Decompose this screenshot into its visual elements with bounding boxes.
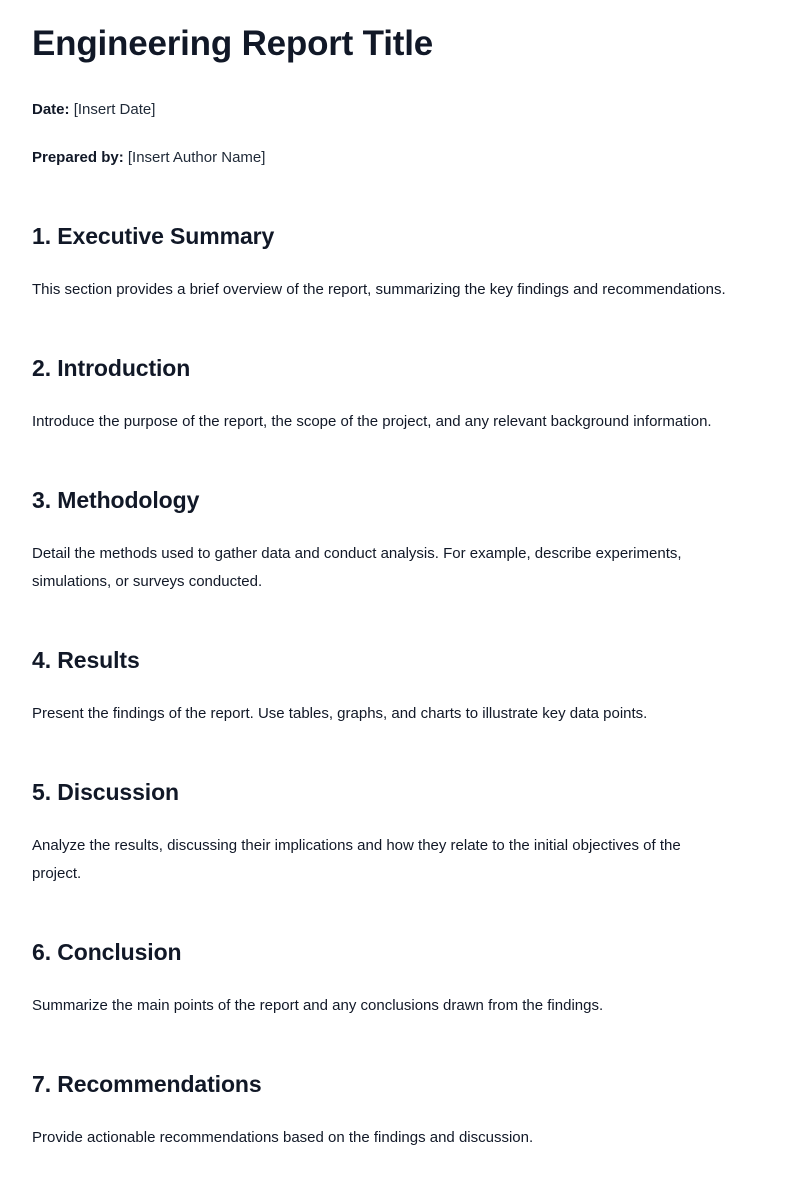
date-value: [Insert Date] bbox=[73, 101, 156, 118]
section-heading-results: 4. Results bbox=[32, 647, 140, 673]
section-body-introduction: Introduce the purpose of the report, the scope of the project, and any relevant background information. bbox=[32, 413, 712, 430]
section-heading-conclusion: 6. Conclusion bbox=[32, 939, 182, 965]
section-heading-recommendations: 7. Recommendations bbox=[32, 1071, 262, 1097]
prepared-by-value: [Insert Author Name] bbox=[127, 149, 266, 166]
section-body-methodology: Detail the methods used to gather data and conduct analysis. For example, describe experiments, simulations, or surveys conducted. bbox=[32, 545, 682, 590]
section-body-discussion: Analyze the results, discussing their implications and how they relate to the initial objectives of the project. bbox=[32, 837, 681, 882]
section-heading-executive-summary: 1. Executive Summary bbox=[32, 223, 275, 249]
page-title: Engineering Report Title bbox=[32, 24, 433, 63]
section-body-results: Present the findings of the report. Use tables, graphs, and charts to illustrate key data points. bbox=[32, 705, 648, 722]
section-heading-discussion: 5. Discussion bbox=[32, 779, 179, 805]
section-heading-methodology: 3. Methodology bbox=[32, 487, 200, 513]
date-label: Date: bbox=[32, 101, 70, 118]
date-line bbox=[32, 99, 155, 121]
prepared-by-label: Prepared by: bbox=[32, 149, 124, 166]
section-body-recommendations: Provide actionable recommendations based on the findings and discussion. bbox=[32, 1129, 534, 1146]
section-body-conclusion: Summarize the main points of the report and any conclusions drawn from the findings. bbox=[32, 997, 604, 1014]
prepared-by-line bbox=[32, 147, 265, 169]
section-body-executive-summary: This section provides a brief overview of the report, summarizing the key findings and recommendations. bbox=[32, 281, 726, 298]
section-heading-introduction: 2. Introduction bbox=[32, 355, 191, 381]
